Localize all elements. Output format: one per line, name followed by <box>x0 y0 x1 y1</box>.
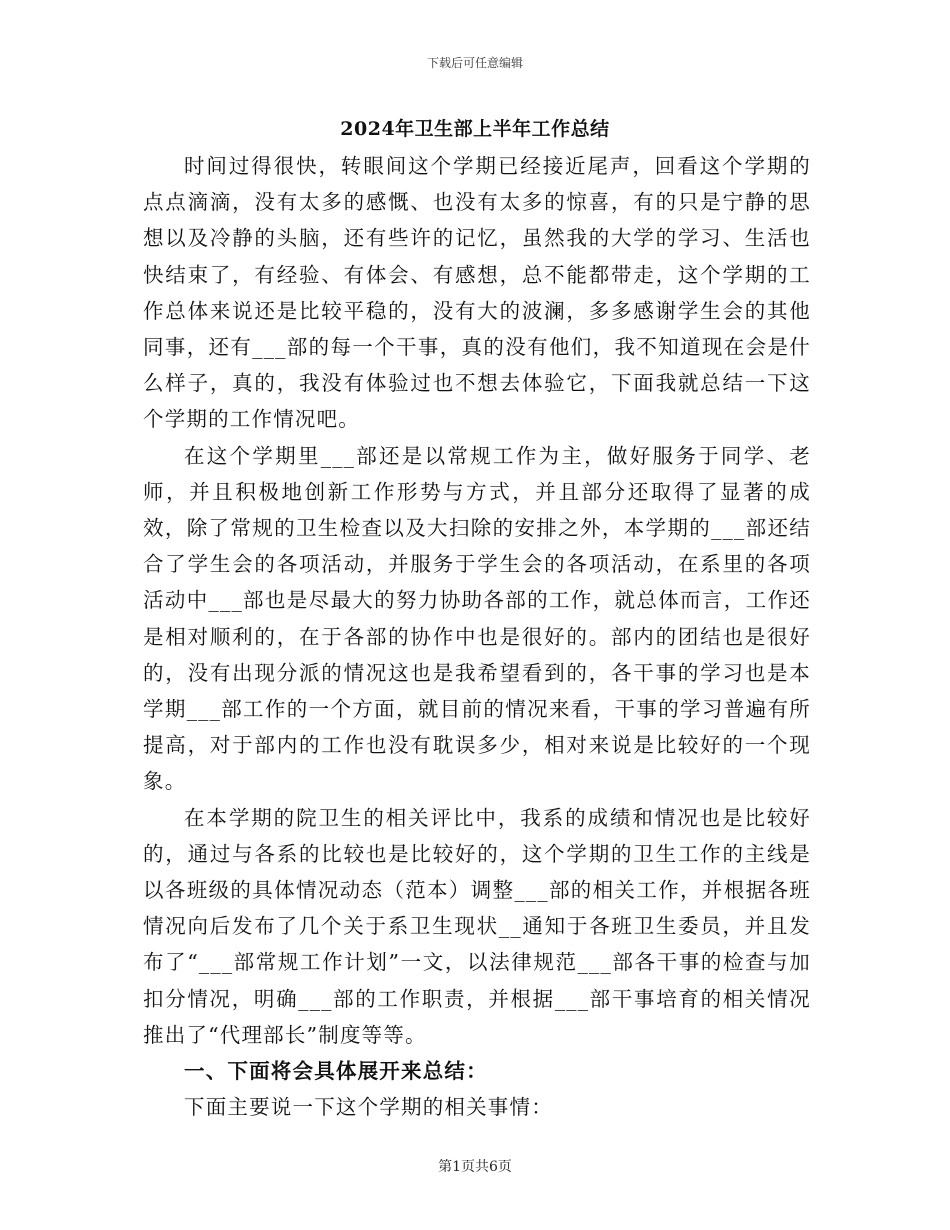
document-title: 2024年卫生部上半年工作总结 <box>340 118 610 140</box>
document-body <box>143 148 811 1125</box>
paragraph-2: 在这个学期里___部还是以常规工作为主，做好服务于同学、老师，并且积极地创新工作形势与方式，并且部分还取得了显著的成效，除了常规的卫生检查以及大扫除的安排之外，本学期的___部还结合了学生会的各项活动，并服务于学生会的各项活动，在系里的各项活动中___部也是尽最大的努力协助各部的工作，就总体而言，工作还是相对顺利的，在于各部的协作中也是很好的。部内的团结也是很好的，没有出现分派的情况这也是我希望看到的，各干事的学习也是本学期___部工作的一个方面，就目前的情况来看，干事的学习普遍有所提高，对于部内的工作也没有耽误多少，相对来说是比较好的一个现象。 <box>143 443 811 794</box>
page-number-footer: 第1页共6页 <box>438 1159 512 1175</box>
paragraph-4: 下面主要说一下这个学期的相关事情： <box>184 1095 553 1120</box>
section-heading: 一、下面将会具体展开来总结： <box>184 1059 488 1084</box>
paragraph-1: 时间过得很快，转眼间这个学期已经接近尾声，回看这个学期的点点滴滴，没有太多的感慨、也没有太多的惊喜，有的只是宁静的思想以及冷静的头脑，还有些许的记忆，虽然我的大学的学习、生活也快结束了，有经验、有体会、有感想，总不能都带走，这个学期的工作总体来说还是比较平稳的，没有大的波澜，多多感谢学生会的其他同事，还有___部的每一个干事，真的没有他们，我不知道现在会是什么样子，真的，我没有体验过也不想去体验它，下面我就总结一下这个学期的工作情况吧。 <box>143 154 811 432</box>
paragraph-3: 在本学期的院卫生的相关评比中，我系的成绩和情况也是比较好的，通过与各系的比较也是比较好的，这个学期的卫生工作的主线是以各班级的具体情况动态（范本）调整___部的相关工作，并根据各班情况向后发布了几个关于系卫生现状__通知于各班卫生委员，并且发布了“___部常规工作计划”一文，以法律规范___部各干事的检查与加扣分情况，明确___部的工作职责，并根据___部干事培育的相关情况推出了“代理部长”制度等等。 <box>143 805 811 1047</box>
header-note: 下载后可任意编辑 <box>426 56 523 70</box>
